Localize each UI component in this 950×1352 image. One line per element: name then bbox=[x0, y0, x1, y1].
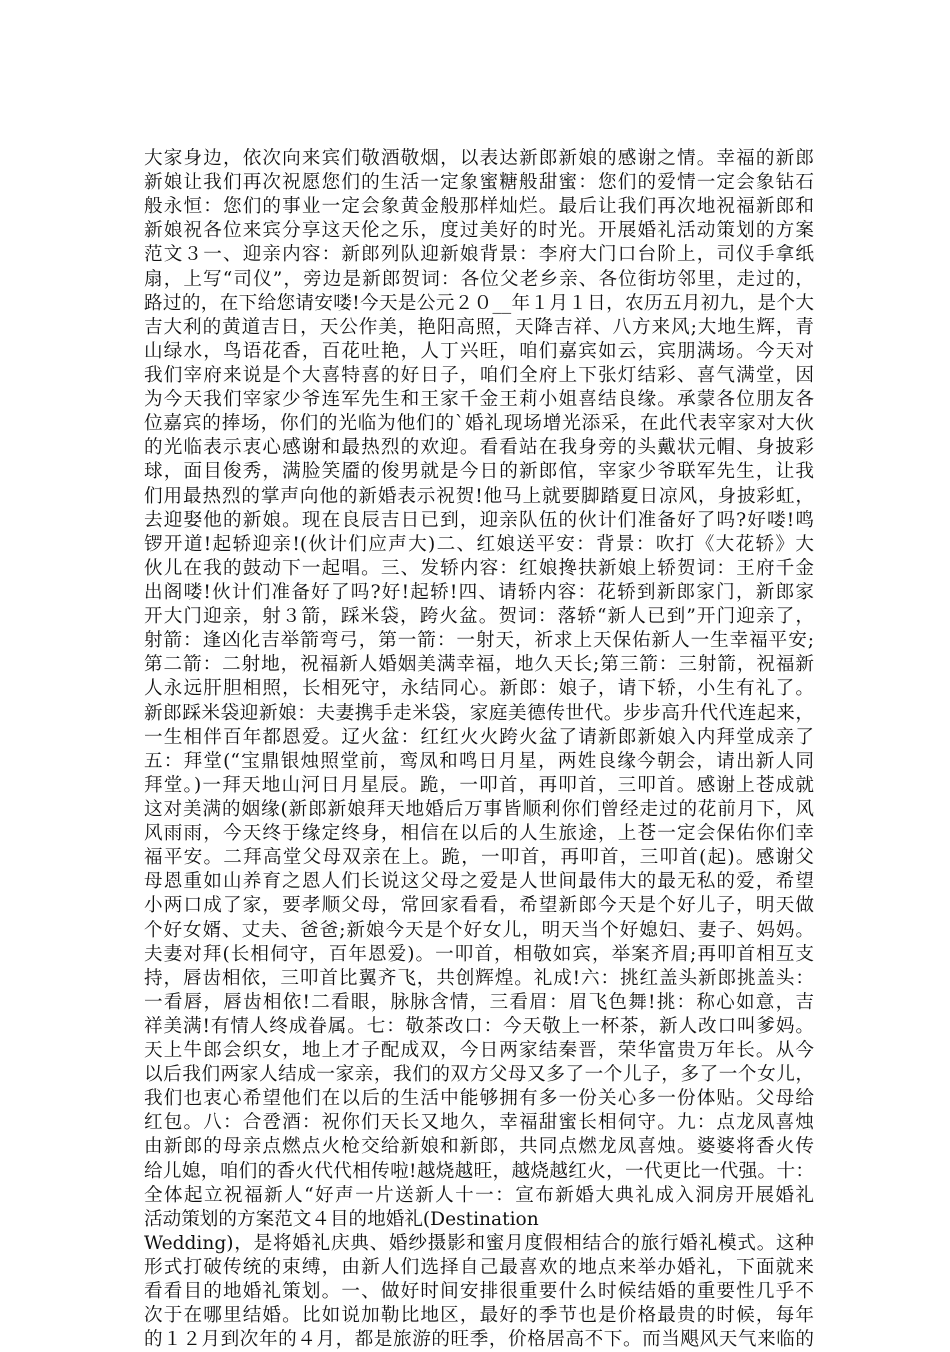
text-line: 们用最热烈的掌声向他的新婚表示祝贺!他马上就要脚踏夏日凉风，身披彩虹， bbox=[144, 485, 814, 507]
text-line: 祥美满!有情人终成眷属。七：敬茶改口：今天敬上一杯茶，新人改口叫爹妈。 bbox=[144, 1015, 814, 1037]
text-line: 出阁喽!伙计们准备好了吗?好!起轿!四、请轿内容：花轿到新郎家门，新郎家 bbox=[144, 581, 814, 603]
text-line: 五：拜堂(“宝鼎银烛照堂前，鸾凤和鸣日月星，两姓良缘今朝会，请出新人同 bbox=[144, 750, 814, 772]
text-line: 球，面目俊秀，满脸笑靥的俊男就是今日的新郎倌，宰家少爷联军先生，让我 bbox=[144, 461, 814, 483]
text-line: 小两口成了家，要孝顺父母，常回家看看，希望新郎今天是个好儿子，明天做 bbox=[144, 895, 814, 917]
text-line: 扇，上写“司仪”，旁边是新郎贺词：各位父老乡亲、各位街坊邻里，走过的， bbox=[144, 268, 814, 290]
text-line: 红包。八：合卺酒：祝你们天长又地久，幸福甜蜜长相伺守。九：点龙凤喜烛 bbox=[144, 1112, 814, 1134]
text-line: 射箭：逢凶化吉举箭弯弓，第一箭：一射天，祈求上天保佑新人一生幸福平安; bbox=[144, 630, 814, 652]
text-line: 持，唇齿相依，三叩首比翼齐飞，共创辉煌。礼成!六：挑红盖头新郎挑盖头： bbox=[144, 967, 814, 989]
text-line: 的光临表示衷心感谢和最热烈的欢迎。看看站在我身旁的头戴状元帽、身披彩 bbox=[144, 437, 814, 459]
text-line: Wedding)，是将婚礼庆典、婚纱摄影和蜜月度假相结合的旅行婚礼模式。这种 bbox=[144, 1232, 814, 1254]
text-line: 位嘉宾的捧场，你们的光临为他们的`婚礼现场增光添采，在此代表宰家对大伙 bbox=[144, 413, 814, 435]
text-line: 一看唇，唇齿相依!二看眼，脉脉含情，三看眉：眉飞色舞!挑：称心如意，吉 bbox=[144, 991, 814, 1013]
text-line: 范文３一、迎亲内容：新郎列队迎新娘背景：李府大门口台阶上，司仪手拿纸 bbox=[144, 244, 814, 266]
text-line: 路过的，在下给您请安喽!今天是公元２０__年１月１日，农历五月初九，是个大 bbox=[144, 292, 814, 314]
text-line: 一生相伴百年都恩爱。辽火盆：红红火火跨火盆了请新郎新娘入内拜堂成亲了 bbox=[144, 726, 814, 748]
text-line: 看看目的地婚礼策划。一、做好时间安排很重要什么时候结婚的重要性几乎不 bbox=[144, 1281, 814, 1303]
text-line: 我们宰府来说是个大喜特喜的好日子，咱们全府上下张灯结彩、喜气满堂，因 bbox=[144, 364, 814, 386]
text-line: 为今天我们宰家少爷连军先生和王家千金王莉小姐喜结良缘。承蒙各位朋友各 bbox=[144, 389, 814, 411]
text-line: 由新郎的母亲点燃点火枪交给新娘和新郎，共同点燃龙凤喜烛。婆婆将香火传 bbox=[144, 1136, 814, 1158]
text-line: 大家身边，依次向来宾们敬酒敬烟，以表达新郎新娘的感谢之情。幸福的新郎 bbox=[144, 148, 814, 169]
text-line: 活动策划的方案范文４目的地婚礼(Destination bbox=[144, 1208, 539, 1230]
text-line: 第二箭：二射地，祝福新人婚姻美满幸福，地久天长;第三箭：三射箭，祝福新 bbox=[144, 654, 814, 676]
text-line: 形式打破传统的束缚，由新人们选择自己最喜欢的地点来举办婚礼，下面就来 bbox=[144, 1257, 814, 1279]
text-line: 风雨雨，今天终于缘定终身，相信在以后的人生旅途，上苍一定会保佑你们幸 bbox=[144, 823, 814, 845]
text-line: 新娘让我们再次祝愿您们的生活一定象蜜糖般甜蜜：您们的爱情一定会象钻石 bbox=[144, 172, 814, 194]
text-line: 全体起立祝福新人“好声一片送新人十一：宣布新婚大典礼成入洞房开展婚礼 bbox=[144, 1184, 814, 1206]
text-line: 这对美满的姻缘(新郎新娘拜天地婚后万事皆顺利你们曾经走过的花前月下，风 bbox=[144, 798, 814, 820]
text-line: 吉大利的黄道吉日，天公作美，艳阳高照，天降吉祥、八方来风;大地生辉，青 bbox=[144, 316, 814, 338]
text-line: 开大门迎亲，射３箭，踩米袋，跨火盆。贺词：落轿“新人已到”开门迎亲了， bbox=[144, 606, 814, 628]
text-line: 的１２月到次年的４月，都是旅游的旺季，价格居高不下。而当飓风天气来临的 bbox=[144, 1329, 814, 1351]
text-line: 般永恒：您们的事业一定会象黄金般那样灿烂。最后让我们再次地祝福新郎和 bbox=[144, 196, 814, 218]
text-line: 母恩重如山养育之恩人们长说这父母之爱是人世间最伟大的最无私的爱，希望 bbox=[144, 871, 814, 893]
text-line: 伙儿在我的鼓动下一起唱。三、发轿内容：红娘搀扶新娘上轿贺词：王府千金 bbox=[144, 557, 814, 579]
text-line: 拜堂。)一拜天地山河日月星辰。跪，一叩首，再叩首，三叩首。感谢上苍成就 bbox=[144, 774, 814, 796]
text-line: 给儿媳，咱们的香火代代相传啦!越烧越旺，越烧越红火，一代更比一代强。十： bbox=[144, 1160, 814, 1182]
text-line: 人永远肝胆相照，长相死守，永结同心。新郎：娘子，请下轿，小生有礼了。 bbox=[144, 678, 814, 700]
text-line: 福平安。二拜高堂父母双亲在上。跪，一叩首，再叩首，三叩首(起)。感谢父 bbox=[144, 847, 814, 869]
text-line: 去迎娶他的新娘。现在良辰吉日已到，迎亲队伍的伙计们准备好了吗?好喽!鸣 bbox=[144, 509, 814, 531]
text-line: 次于在哪里结婚。比如说加勒比地区，最好的季节也是价格最贵的时候，每年 bbox=[144, 1305, 814, 1327]
text-line: 天上牛郎会织女，地上才子配成双，今日两家结秦晋，荣华富贵万年长。从今 bbox=[144, 1040, 814, 1062]
text-line: 夫妻对拜(长相伺守，百年恩爱)。一叩首，相敬如宾，举案齐眉;再叩首相互支 bbox=[144, 943, 814, 965]
text-line: 锣开道!起轿迎亲!(伙计们应声大)二、红娘送平安：背景：吹打《大花轿》大 bbox=[144, 533, 814, 555]
text-line: 山绿水，鸟语花香，百花吐艳，人丁兴旺，咱们嘉宾如云，宾朋满场。今天对 bbox=[144, 340, 814, 362]
text-line: 新郎踩米袋迎新娘：夫妻携手走米袋，家庭美德传世代。步步高升代代连起来， bbox=[144, 702, 814, 724]
text-line: 我们也衷心希望他们在以后的生活中能够拥有多一份关心多一份体贴。父母给 bbox=[144, 1088, 814, 1110]
body-text bbox=[144, 147, 814, 1352]
text-line: 新娘祝各位来宾分享这天伦之乐，度过美好的时光。开展婚礼活动策划的方案 bbox=[144, 220, 814, 242]
text-line: 以后我们两家人结成一家亲，我们的双方父母又多了一个儿子，多了一个女儿， bbox=[144, 1064, 814, 1086]
text-line: 个好女婿、丈夫、爸爸;新娘今天是个好女儿，明天当个好媳妇、妻子、妈妈。 bbox=[144, 919, 814, 941]
